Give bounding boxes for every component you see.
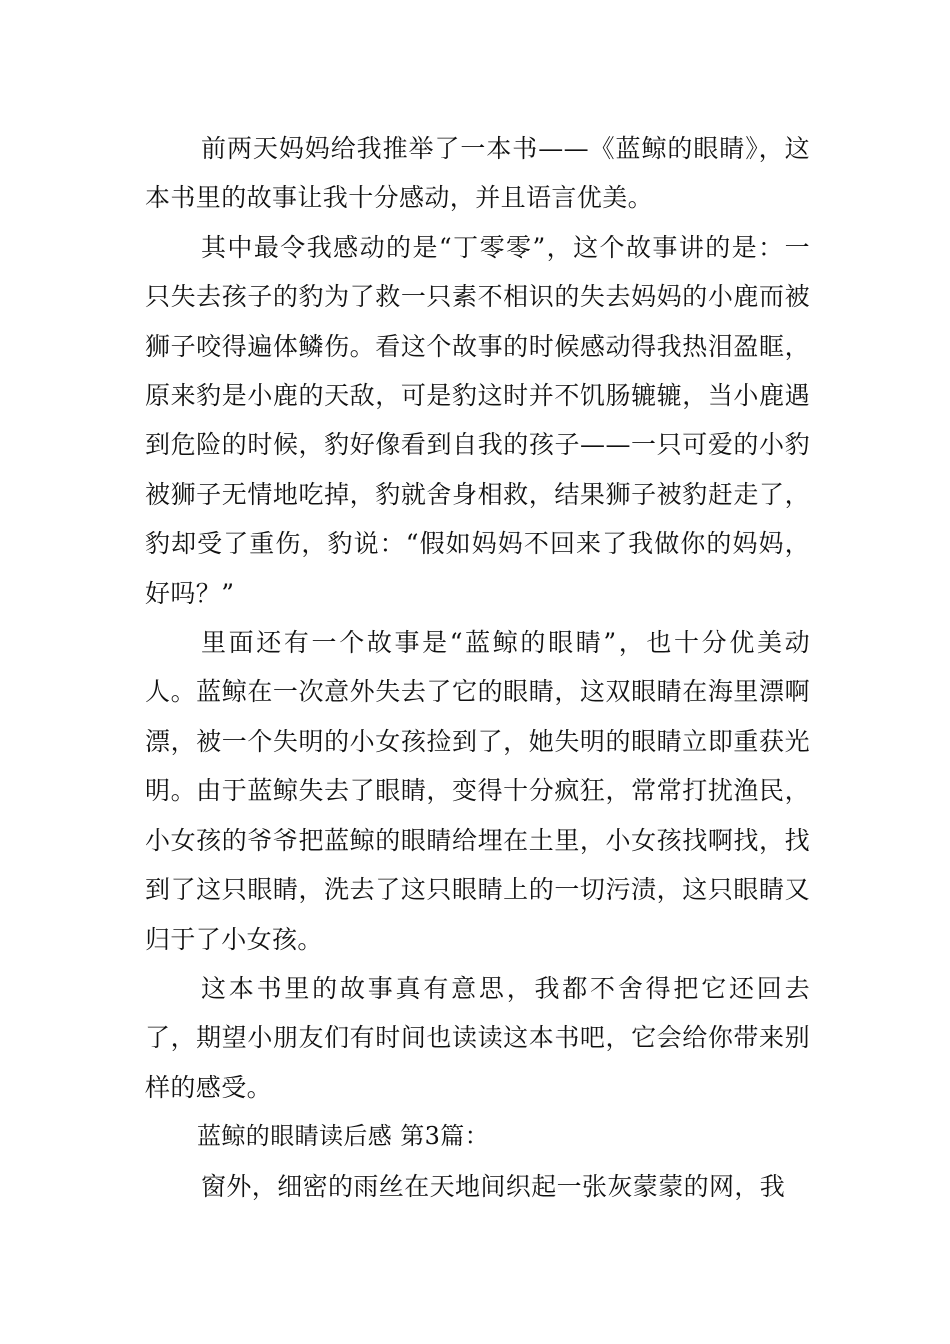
paragraph-3: 里面还有一个故事是“蓝鲸的眼睛”，也十分优美动人。蓝鲸在一次意外失去了它的眼睛，这双眼睛在海里漂啊漂，被一个失明的小女孩捡到了，她失明的眼睛立即重获光明。由于蓝鲸失去了眼睛，变得十分疯狂，常常打扰渔民，小女孩的爷爷把蓝鲸的眼睛给埋在土里，小女孩找啊找，找到了这只眼睛，洗去了这只眼睛上的一切污渍，这只眼睛又归于了小女孩。 [145,628,810,954]
section-heading: 蓝鲸的眼睛读后感 第3篇： [197,1122,490,1151]
paragraph-4: 这本书里的故事真有意思，我都不舍得把它还回去了，期望小朋友们有时间也读读这本书吧，它会给你带来别样的感受。 [145,973,810,1102]
paragraph-1: 前两天妈妈给我推举了一本书——《蓝鲸的眼睛》，这本书里的故事让我十分感动，并且语言优美。 [145,134,810,213]
paragraph-5: 窗外，细密的雨丝在天地间织起一张灰蒙蒙的网，我 [201,1171,786,1201]
paragraph-2: 其中最令我感动的是“丁零零”，这个故事讲的是：一只失去孩子的豹为了救一只素不相识的失去妈妈的小鹿而被狮子咬得遍体鳞伤。看这个故事的时候感动得我热泪盈眶，原来豹是小鹿的天敌，可是豹这时并不饥肠辘辘，当小鹿遇到危险的时候，豹好像看到自我的孩子——一只可爱的小豹被狮子无情地吃掉，豹就舍身相救，结果狮子被豹赶走了，豹却受了重伤，豹说：“假如妈妈不回来了我做你的妈妈，好吗？” [145,232,810,608]
document-body [145,124,810,1211]
